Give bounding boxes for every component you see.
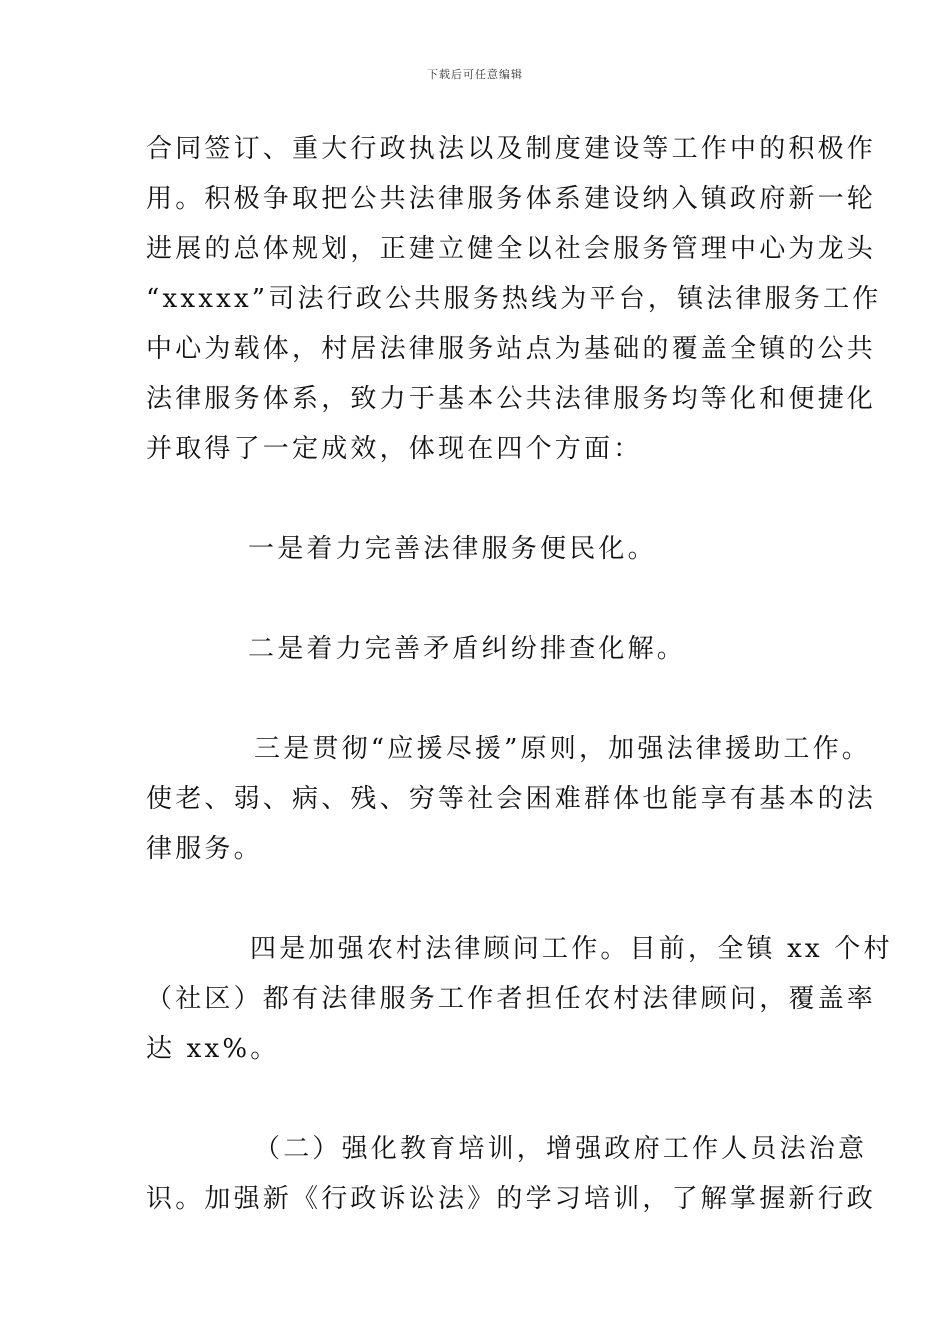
list-item: 一是着力完善法律服务便民化。 <box>248 534 657 564</box>
text-line: 并取得了一定成效，体现在四个方面： <box>146 434 643 464</box>
text-line: 使老、弱、病、残、穷等社会困难群体也能享有基本的法 <box>146 784 877 814</box>
text-line: 进展的总体规划，正建立健全以社会服务管理中心为龙头 <box>146 234 877 264</box>
section-heading: （二）强化教育培训，增强政府工作人员法治意 <box>254 1134 868 1164</box>
list-item: 三是贯彻“应援尽援”原则，加强法律援助工作。 <box>254 734 871 764</box>
text-line: 达 xx%。 <box>146 1034 280 1064</box>
text-line: 合同签订、重大行政执法以及制度建设等工作中的积极作 <box>146 134 877 164</box>
text-line: 律服务。 <box>146 834 263 864</box>
text-line: （社区）都有法律服务工作者担任农村法律顾问，覆盖率 <box>146 984 877 1014</box>
text-line: 识。加强新《行政诉讼法》的学习培训，了解掌握新行政 <box>146 1184 877 1214</box>
page-header: 下载后可任意编辑 <box>427 68 523 81</box>
list-item: 四是加强农村法律顾问工作。目前，全镇 xx 个村 <box>250 934 893 964</box>
text-line: 法律服务体系，致力于基本公共法律服务均等化和便捷化 <box>146 384 877 414</box>
text-line: “xxxxx”司法行政公共服务热线为平台，镇法律服务工作 <box>146 284 882 314</box>
text-line: 中心为载体，村居法律服务站点为基础的覆盖全镇的公共 <box>146 334 877 364</box>
text-line: 用。积极争取把公共法律服务体系建设纳入镇政府新一轮 <box>146 184 877 214</box>
list-item: 二是着力完善矛盾纠纷排查化解。 <box>248 634 687 664</box>
